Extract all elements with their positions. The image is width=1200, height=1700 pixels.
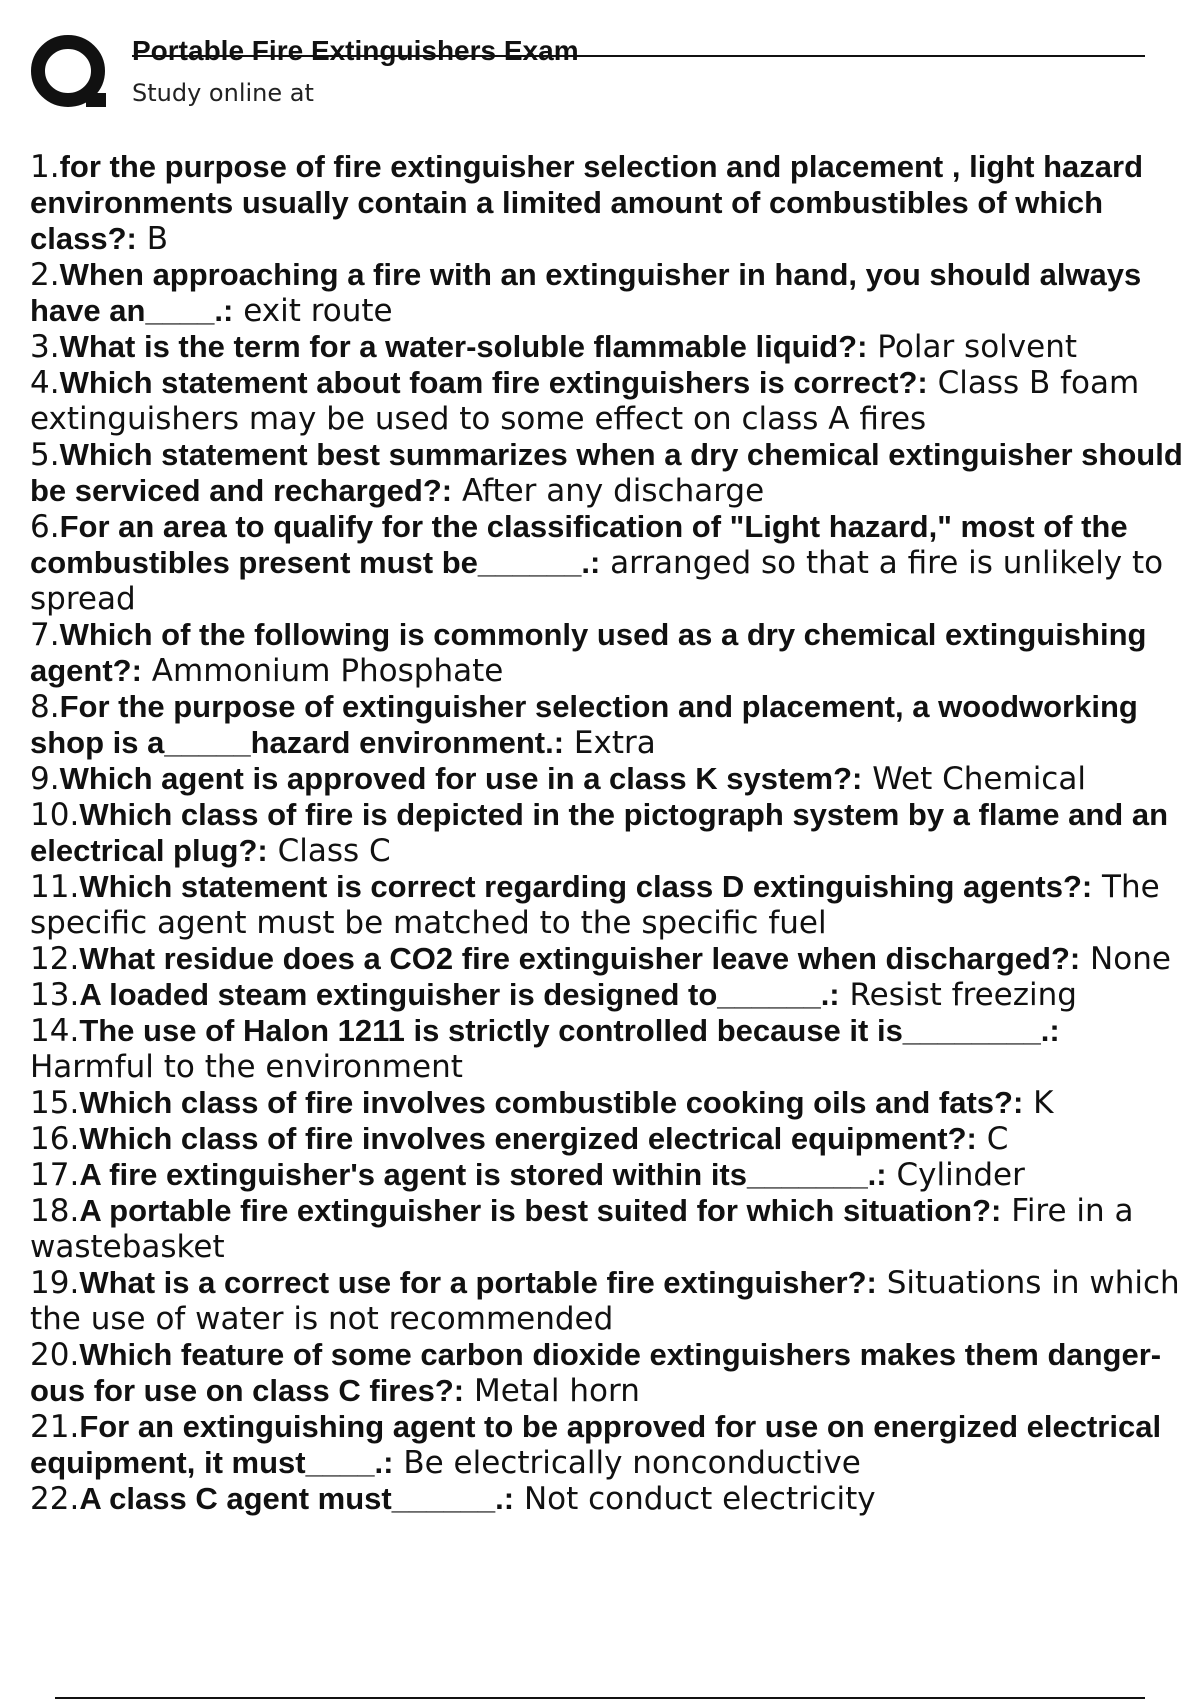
question-number: 7. xyxy=(30,617,60,653)
footer-rule xyxy=(55,1697,1145,1699)
question-number: 20. xyxy=(30,1337,80,1373)
question-item xyxy=(30,1337,1200,1409)
question-number: 2. xyxy=(30,257,60,293)
question-item xyxy=(30,149,1200,257)
question-text: What residue does a CO2 fire extinguisher leave when discharged?: xyxy=(79,941,1081,976)
question-number: 13. xyxy=(30,977,80,1013)
answer-text: Metal horn xyxy=(464,1373,640,1409)
answer-text: Class B foam extinguishers may be used to some effect on class A fires xyxy=(30,365,1140,437)
question-item xyxy=(30,1157,1200,1193)
study-online-text: Study online at xyxy=(132,79,314,107)
question-item xyxy=(30,1481,1200,1517)
question-list xyxy=(30,149,1200,1517)
answer-text: Be electrically nonconductive xyxy=(393,1445,861,1481)
question-text: Which statement about foam fire extinguishers is correct?: xyxy=(59,365,928,400)
answer-text: K xyxy=(1023,1085,1054,1121)
question-text: Which class of fire involves combustible cooking oils and fats?: xyxy=(79,1085,1024,1120)
question-item xyxy=(30,1265,1200,1337)
question-text: For an area to qualify for the classification of "Light hazard," most of the combustibles present must be______.: xyxy=(30,509,1128,580)
question-item xyxy=(30,869,1200,941)
answer-text: exit route xyxy=(233,293,393,329)
question-text: A loaded steam extinguisher is designed to______.: xyxy=(79,977,840,1012)
question-text: The use of Halon 1211 is strictly controlled because it is________.: xyxy=(79,1013,1060,1048)
question-item xyxy=(30,1121,1200,1157)
question-text: What is a correct use for a portable fire extinguisher?: xyxy=(79,1265,877,1300)
answer-text: Polar solvent xyxy=(867,329,1077,365)
document-title: Portable Fire Extinguishers Exam xyxy=(132,35,579,66)
question-text: A portable fire extinguisher is best suited for which situation?: xyxy=(79,1193,1002,1228)
question-item xyxy=(30,977,1200,1013)
question-number: 4. xyxy=(30,365,60,401)
question-item xyxy=(30,761,1200,797)
question-text: For an extinguishing agent to be approved for use on energized electrical equipment, it must____.: xyxy=(30,1409,1162,1480)
question-number: 1. xyxy=(30,149,60,185)
answer-text: Resist freezing xyxy=(839,977,1077,1013)
question-number: 12. xyxy=(30,941,80,977)
question-text: Which agent is approved for use in a class K system?: xyxy=(59,761,863,796)
question-item xyxy=(30,941,1200,977)
answer-text: The specific agent must be matched to the specific fuel xyxy=(30,869,1160,941)
answer-text: None xyxy=(1080,941,1171,977)
question-text: When approaching a fire with an extinguisher in hand, you should always have an____.: xyxy=(30,257,1142,328)
document-header xyxy=(30,30,1145,115)
question-text: for the purpose of fire extinguisher selection and placement , light hazard environments usually contain a limited amount of combustibles of which class?: xyxy=(30,149,1144,256)
question-item xyxy=(30,1409,1200,1481)
answer-text: B xyxy=(136,221,168,257)
question-number: 3. xyxy=(30,329,60,365)
question-text: Which class of fire is depicted in the pictograph system by a flame and an electrical plug?: xyxy=(30,797,1169,868)
question-number: 21. xyxy=(30,1409,80,1445)
question-text: Which feature of some carbon dioxide extinguishers makes them danger- ous for use on class C fires?: xyxy=(30,1337,1162,1408)
answer-text: Wet Chemical xyxy=(862,761,1086,797)
answer-text: Ammonium Phosphate xyxy=(141,653,504,689)
question-item xyxy=(30,1085,1200,1121)
question-text: Which class of fire involves energized electrical equipment?: xyxy=(79,1121,977,1156)
question-number: 19. xyxy=(30,1265,80,1301)
answer-text: Situations in which the use of water is not recommended xyxy=(30,1265,1180,1337)
question-number: 18. xyxy=(30,1193,80,1229)
question-item xyxy=(30,1013,1200,1085)
answer-text: Not conduct electricity xyxy=(514,1481,876,1517)
question-item xyxy=(30,1193,1200,1265)
question-item xyxy=(30,437,1200,509)
answer-text: Harmful to the environment xyxy=(30,1049,463,1085)
question-number: 5. xyxy=(30,437,60,473)
question-text: A fire extinguisher's agent is stored within its_______.: xyxy=(79,1157,887,1192)
question-item xyxy=(30,365,1200,437)
question-text: What is the term for a water-soluble flammable liquid?: xyxy=(59,329,868,364)
question-item xyxy=(30,329,1200,365)
question-item xyxy=(30,617,1200,689)
question-text: Which statement best summarizes when a dry chemical extinguisher should be serviced and recharged?: xyxy=(30,437,1183,508)
question-number: 9. xyxy=(30,761,60,797)
answer-text: arranged so that a fire is unlikely to spread xyxy=(30,545,1164,617)
question-number: 17. xyxy=(30,1157,80,1193)
answer-text: Class C xyxy=(267,833,391,869)
question-text: A class C agent must______.: xyxy=(79,1481,515,1516)
question-number: 16. xyxy=(30,1121,80,1157)
answer-text: Fire in a wastebasket xyxy=(30,1193,1134,1265)
question-number: 15. xyxy=(30,1085,80,1121)
question-text: For the purpose of extinguisher selection and placement, a woodworking shop is a_____hazard environment.: xyxy=(30,689,1138,760)
question-text: Which statement is correct regarding class D extinguishing agents?: xyxy=(79,869,1093,904)
question-item xyxy=(30,797,1200,869)
question-number: 6. xyxy=(30,509,60,545)
question-number: 22. xyxy=(30,1481,80,1517)
question-number: 14. xyxy=(30,1013,80,1049)
question-number: 8. xyxy=(30,689,60,725)
question-item xyxy=(30,689,1200,761)
quizlet-q-logo-icon xyxy=(30,33,110,113)
question-item xyxy=(30,257,1200,329)
answer-text: Extra xyxy=(564,725,656,761)
answer-text: After any discharge xyxy=(452,473,765,509)
answer-text: C xyxy=(976,1121,1009,1157)
question-item xyxy=(30,509,1200,617)
question-number: 11. xyxy=(30,869,80,905)
question-number: 10. xyxy=(30,797,80,833)
answer-text: Cylinder xyxy=(886,1157,1025,1193)
question-text: Which of the following is commonly used as a dry chemical extinguishing agent?: xyxy=(30,617,1147,688)
